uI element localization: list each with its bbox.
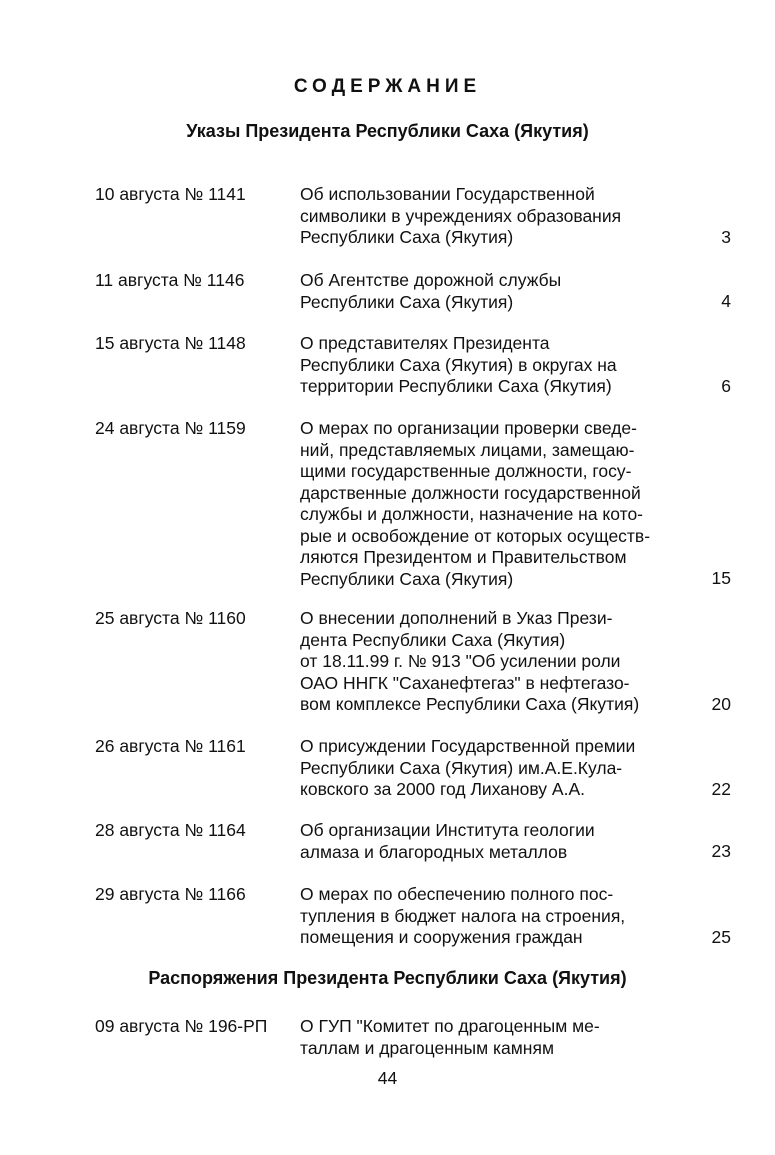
entry-page-number: 23 [711, 841, 731, 861]
entry-title: О ГУП "Комитет по драгоценным ме- таллам и драгоценным камням [300, 1016, 600, 1058]
entry-title: Об использовании Государственной символики в учреждениях образования Республики Саха (Якутия) [300, 184, 622, 247]
entry-title: Об Агентстве дорожной службы Республики Саха (Якутия) [300, 270, 562, 312]
entry-page-number: 22 [711, 779, 731, 799]
entry-page-number: 6 [721, 376, 731, 396]
entry-title: О мерах по обеспечению полного пос- тупления в бюджет налога на строения, помещения и сооружения граждан [300, 884, 626, 947]
entry-date: 09 августа № 196-РП [95, 1016, 268, 1036]
footer-page-number: 44 [377, 1068, 398, 1088]
entry-date: 24 августа № 1159 [95, 418, 246, 438]
entry-page-number: 3 [721, 227, 731, 247]
entry-title: Об организации Института геологии алмаза и благородных металлов [300, 820, 595, 862]
entry-date: 10 августа № 1141 [95, 184, 246, 204]
entry-page-number: 15 [711, 568, 731, 588]
entry-date: 29 августа № 1166 [95, 884, 246, 904]
entry-title: О внесении дополнений в Указ Прези- дента Республики Саха (Якутия) от 18.11.99 г. № 913 "Об усилении роли ОАО ННГК "Саханефтегаз" в нефтегазо- вом комплексе Республики Саха (Якутия) [300, 608, 640, 714]
section-title-decrees: Указы Президента Республики Саха (Якутия) [186, 121, 589, 141]
entry-date: 26 августа № 1161 [95, 736, 246, 756]
entry-date: 28 августа № 1164 [95, 820, 246, 840]
entry-date: 11 августа № 1146 [95, 270, 245, 290]
entry-title: О мерах по организации проверки сведе- ний, представляемых лицами, замещаю- щими государственные должности, госу- дарственные должности государственной службы и должности, назначение на кото- рые и освобождение от которых осуществ- ляются Президентом и Правительством Республики Саха (Якутия) [300, 418, 651, 589]
entry-title: О присуждении Государственной премии Республики Саха (Якутия) им.А.Е.Кула- ковского за 2000 год Лиханову А.А. [300, 736, 636, 799]
entry-date: 15 августа № 1148 [95, 333, 246, 353]
entry-page-number: 20 [711, 694, 731, 714]
section-title-orders: Распоряжения Президента Республики Саха (Якутия) [148, 968, 627, 988]
page-heading: СОДЕРЖАНИЕ [293, 76, 482, 97]
entry-date: 25 августа № 1160 [95, 608, 246, 628]
entry-title: О представителях Президента Республики Саха (Якутия) в округах на территории Республики Саха (Якутия) [300, 333, 617, 396]
entry-page-number: 4 [721, 291, 731, 311]
entry-page-number: 25 [711, 927, 731, 947]
